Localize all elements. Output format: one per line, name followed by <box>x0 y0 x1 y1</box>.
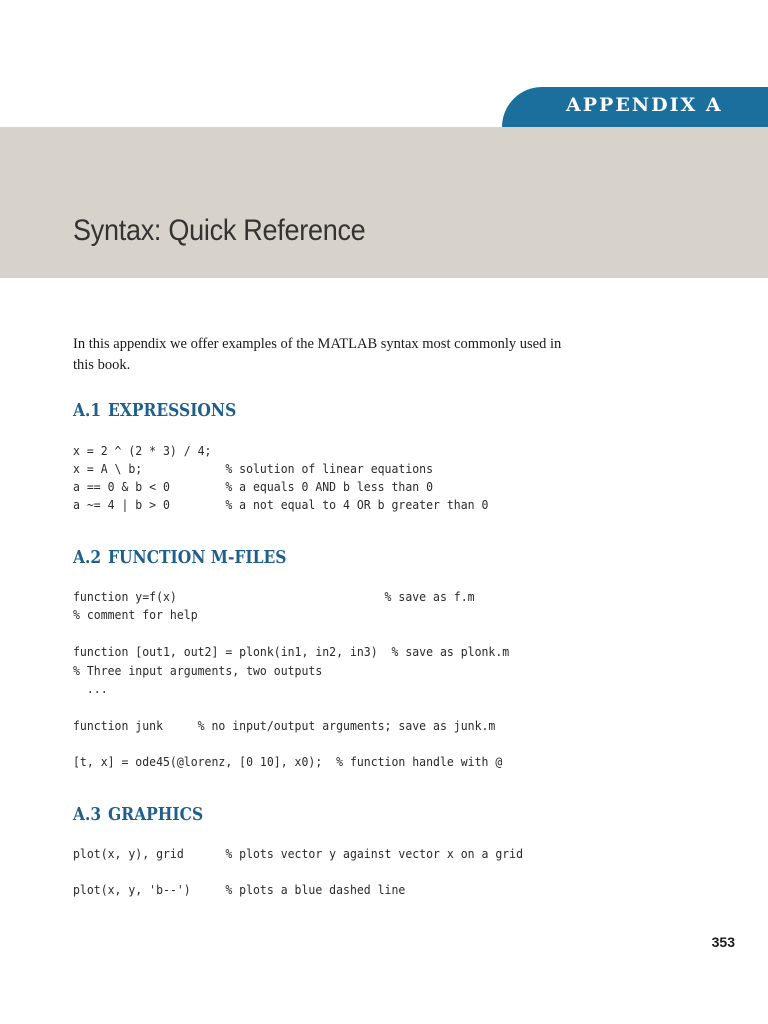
code-line: function [out1, out2] = plonk(in1, in2, in3) % save as plonk.m <box>73 644 510 659</box>
section-heading-graphics <box>73 804 203 825</box>
code-line: [t, x] = ode45(@lorenz, [0 10], x0); % function handle with @ <box>73 754 503 769</box>
code-line: ... <box>73 681 108 696</box>
section-heading-expressions <box>73 400 236 421</box>
section-title: GRAPHICS <box>108 804 204 825</box>
code-line: a ~= 4 | b > 0 % a not equal to 4 OR b greater than 0 <box>73 497 489 512</box>
section-number: A.3 <box>73 804 102 825</box>
code-line: function junk % no input/output arguments; save as junk.m <box>73 718 496 733</box>
code-line: x = A \ b; % solution of linear equations <box>73 461 434 476</box>
code-line: % Three input arguments, two outputs <box>73 663 323 678</box>
code-line: a == 0 & b < 0 % a equals 0 AND b less than 0 <box>73 479 434 494</box>
code-line: x = 2 ^ (2 * 3) / 4; <box>73 443 212 458</box>
code-line: plot(x, y, 'b--') % plots a blue dashed line <box>73 882 406 897</box>
section-heading-function-m-files <box>73 547 286 568</box>
section-number: A.1 <box>73 400 102 421</box>
chapter-title: Syntax: Quick Reference <box>73 214 366 247</box>
code-line: % comment for help <box>73 607 198 622</box>
section-title: EXPRESSIONS <box>108 400 237 421</box>
intro-paragraph: In this appendix we offer examples of the MATLAB syntax most commonly used in this book. <box>73 336 562 373</box>
title-band <box>0 127 768 278</box>
code-line: function y=f(x) % save as f.m <box>73 589 475 604</box>
code-line: plot(x, y), grid % plots vector y against vector x on a grid <box>73 846 524 861</box>
appendix-label: APPENDIX A <box>566 94 723 116</box>
section-title: FUNCTION M-FILES <box>108 547 287 568</box>
section-number: A.2 <box>73 547 102 568</box>
page-number: 353 <box>711 934 735 950</box>
